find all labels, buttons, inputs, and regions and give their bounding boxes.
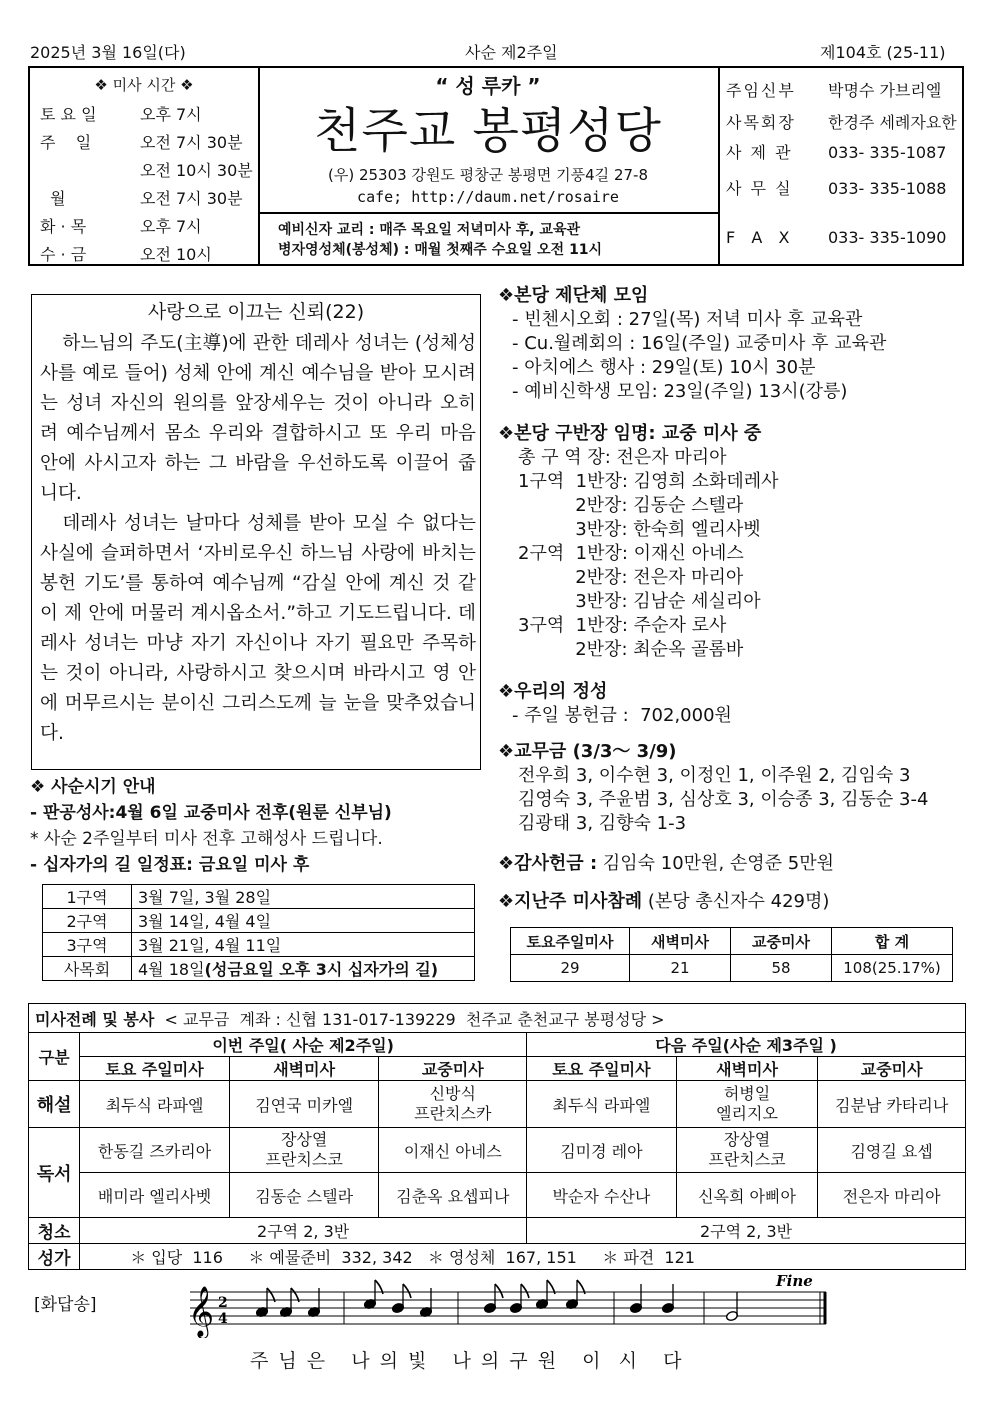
parish-info-panel <box>258 68 720 264</box>
list-item: 김영숙 3, 주윤범 3, 심상호 3, 이승종 3, 김동순 3-4 <box>518 789 929 810</box>
parish-patron: “ 성 루카 ” <box>435 74 541 98</box>
note-flag <box>403 1284 411 1298</box>
mass-row: 오전 10시 30분 <box>140 161 253 180</box>
mass-row: 토 요 일 오후 7시 <box>40 105 202 124</box>
fine-mark: Fine <box>776 1272 813 1290</box>
parish-cafe-link[interactable]: cafe; http://daum.net/rosaire <box>357 188 619 206</box>
table-row: 해설 최두식 라파엘 김연국 미카엘 신방식 프란치스카 최두식 라파엘 허병일 엘리지오 김분남 카타리나 <box>29 1081 966 1128</box>
table-row: 29 21 58 108(25.17%) <box>511 955 953 982</box>
table-row: 배미라 엘리사벳 김동순 스텔라 김춘옥 요셉피나 박순자 수산나 신옥희 아삐아 전은자 마리아 <box>29 1173 966 1218</box>
dues-title: ❖교무금 (3/3～ 3/9) <box>498 741 677 762</box>
meetings-title: ❖본당 제단체 모임 <box>498 285 649 306</box>
staff-row: 사 제 관 033- 335-1087 <box>726 143 947 162</box>
list-item: 3반장: 김남순 세실리아 <box>518 591 761 612</box>
table-row: 미사전례 및 봉사 < 교무금 계좌 : 신협 131-017-139229 천주교 춘천교구 봉평성당 > <box>29 1004 966 1033</box>
table-row: 청소 2구역 2, 3반 2구역 2, 3반 <box>29 1218 966 1244</box>
list-item: 김광태 3, 김향숙 1-3 <box>518 813 687 834</box>
staff-row: 사 무 실 033- 335-1088 <box>726 179 947 198</box>
list-item: 총 구 역 장: 전은자 마리아 <box>518 447 727 468</box>
table-row: 토요주일미사 새벽미사 교중미사 합 계 <box>511 928 953 955</box>
mass-row: 주 일 오전 7시 30분 <box>40 133 243 152</box>
list-item: - Cu.월례회의 : 16일(주일) 교중미사 후 교육관 <box>512 333 887 354</box>
list-item: 2반장: 최순옥 골롬바 <box>518 639 744 660</box>
list-item: 전우희 3, 이수현 3, 이정인 1, 이주원 2, 김임숙 3 <box>518 765 911 786</box>
liturgy-table <box>28 1003 966 1270</box>
reflection-paragraph: 데레사 성녀는 날마다 성체를 받아 모실 수 없다는 사실에 슬퍼하면서 ‘자비로우신 하느님 사랑에 바치는 봉헌 기도’를 통하여 예수님께 “감실 안에 계신 것 같이 제 안에 머물러 계시옵소서.”하고 기도드립니다. 데레사 성녀는 마냥 자기 자신이나 자기 필요만 주목하는 것이 아니라, 사랑하시고 찾으시며 바라시고 영 안에 머무르시는 분이신 그리스도께 늘 눈을 맞추었습니다. <box>40 513 476 744</box>
catechism-notice <box>258 212 718 264</box>
table-row: 사목회 4월 18일(성금요일 오후 3시 십자가의 길) <box>43 957 475 981</box>
hymn-numbers: ＊ 입당 116 ＊ 예물준비 332, 342 ＊ 영성체 167, 151 ＊ 파견 121 <box>80 1244 966 1270</box>
treble-clef-icon: 𝄞 <box>188 1286 215 1337</box>
table-row: 3구역 3월 21일, 4월 11일 <box>43 933 475 957</box>
masthead <box>28 66 964 266</box>
music-notes <box>255 1280 738 1322</box>
issue-number: 제104호 (25-11) <box>820 43 946 62</box>
lent-stations-title: - 십자가의 길 일정표: 금요일 미사 후 <box>30 855 310 875</box>
stations-table <box>42 884 475 981</box>
offering-title: ❖우리의 정성 <box>498 681 608 702</box>
bulletin-date: 2025년 3월 16일(다) <box>30 43 186 62</box>
psalm-lyrics: 주 님 은 나 의 빛 나 의 구 원 이 시 다 <box>250 1350 684 1372</box>
reflection-box <box>31 294 481 770</box>
lent-confession-note: * 사순 2주일부터 미사 전후 고해성사 드립니다. <box>30 829 383 849</box>
list-item: - 예비신학생 모임: 23일(주일) 13시(강릉) <box>512 381 848 402</box>
table-row: 독서 한동길 즈카리아 장상열 프란치스코 이재신 아네스 김미경 레아 장상열 프란치스코 김영길 요셉 <box>29 1128 966 1173</box>
lent-title: ❖ 사순시기 안내 <box>30 777 156 797</box>
notice-catechumen: 예비신자 교리 : 매주 목요일 저녁미사 후, 교육관 <box>278 222 580 238</box>
reflection-paragraph: 하느님의 주도(主導)에 관한 데레사 성녀는 (성체성사를 예로 들어) 성체 안에 계신 예수님을 받아 모시려는 성녀 자신의 원의를 앞장세우는 것이 아니라 오히려 예수님께서 몸소 우리와 결합하시고 또 우리 마음 안에 사시고자 하는 그 바람을 우선하도록 이끌어 줍니다. <box>40 333 476 504</box>
list-item: 3반장: 한숙희 엘리사벳 <box>518 519 761 540</box>
news-column <box>498 284 968 914</box>
table-row: 토요 주일미사 새벽미사 교중미사 토요 주일미사 새벽미사 교중미사 <box>29 1057 966 1081</box>
attendance-heading: ❖지난주 미사참례 (본당 총신자수 429명) <box>498 891 830 912</box>
staff-row: F A X 033- 335-1090 <box>726 228 947 247</box>
mass-times-panel <box>30 68 260 264</box>
time-signature: 4 <box>218 1311 228 1327</box>
list-item: 1구역 1반장: 김영희 소화데레사 <box>518 471 779 492</box>
note-flag <box>495 1284 503 1298</box>
psalm-label: [화답송] <box>34 1295 97 1315</box>
mass-row: 화 · 목 오후 7시 <box>40 217 202 236</box>
notice-sick-communion: 병자영성체(봉성체) : 매월 첫째주 수요일 오전 11시 <box>278 242 603 258</box>
mass-row: 수 · 금 오전 10시 <box>40 245 212 264</box>
time-signature: 2 <box>218 1295 228 1311</box>
note-flag <box>521 1284 529 1298</box>
list-item: 2구역 1반장: 이재신 아네스 <box>518 543 744 564</box>
leaders-title: ❖본당 구반장 임명: 교중 미사 중 <box>498 423 762 444</box>
lent-guide <box>30 774 490 878</box>
staff-row: 사목회장 한경주 세례자요한 <box>726 113 957 132</box>
table-row: 1구역 3월 7일, 3월 28일 <box>43 885 475 909</box>
reflection-title: 사랑으로 이끄는 신뢰(22) <box>147 301 365 323</box>
staff-panel <box>718 68 962 264</box>
table-row: 구분 이번 주일( 사순 제2주일) 다음 주일(사순 제3주일 ) <box>29 1033 966 1057</box>
attendance-table <box>510 927 953 982</box>
parish-address: (우) 25303 강원도 평창군 봉평면 기풍4길 27-8 <box>328 166 648 184</box>
music-staff <box>186 1268 836 1338</box>
mass-times-title: ❖ 미사 시간 ❖ <box>94 76 194 94</box>
staff-row: 주임신부 박명수 가브리엘 <box>726 81 942 100</box>
table-row: 성가 ＊ 입당 116 ＊ 예물준비 332, 342 ＊ 영성체 167, 151 ＊ 파견 121 <box>29 1244 966 1270</box>
thanks-offering: ❖감사헌금 : 김임숙 10만원, 손영준 5만원 <box>498 853 835 874</box>
lent-confession: - 판공성사:4월 6일 교중미사 전후(원룬 신부님) <box>30 803 392 823</box>
parish-name: 천주교 봉평성당 <box>314 103 662 159</box>
list-item: - 아치에스 행사 : 29일(토) 10시 30분 <box>512 357 816 378</box>
list-item: 3구역 1반장: 주순자 로사 <box>518 615 727 636</box>
offering-amount: - 주일 봉헌금 : 702,000원 <box>512 705 732 726</box>
list-item: 2반장: 전은자 마리아 <box>518 567 744 588</box>
mass-row: 월 오전 7시 30분 <box>40 189 243 208</box>
reflection-body <box>40 329 476 749</box>
list-item: - 빈첸시오회 : 27일(목) 저녁 미사 후 교육관 <box>512 309 863 330</box>
liturgical-week: 사순 제2주일 <box>465 43 558 62</box>
list-item: 2반장: 김동순 스텔라 <box>518 495 744 516</box>
table-row: 2구역 3월 14일, 4월 4일 <box>43 909 475 933</box>
